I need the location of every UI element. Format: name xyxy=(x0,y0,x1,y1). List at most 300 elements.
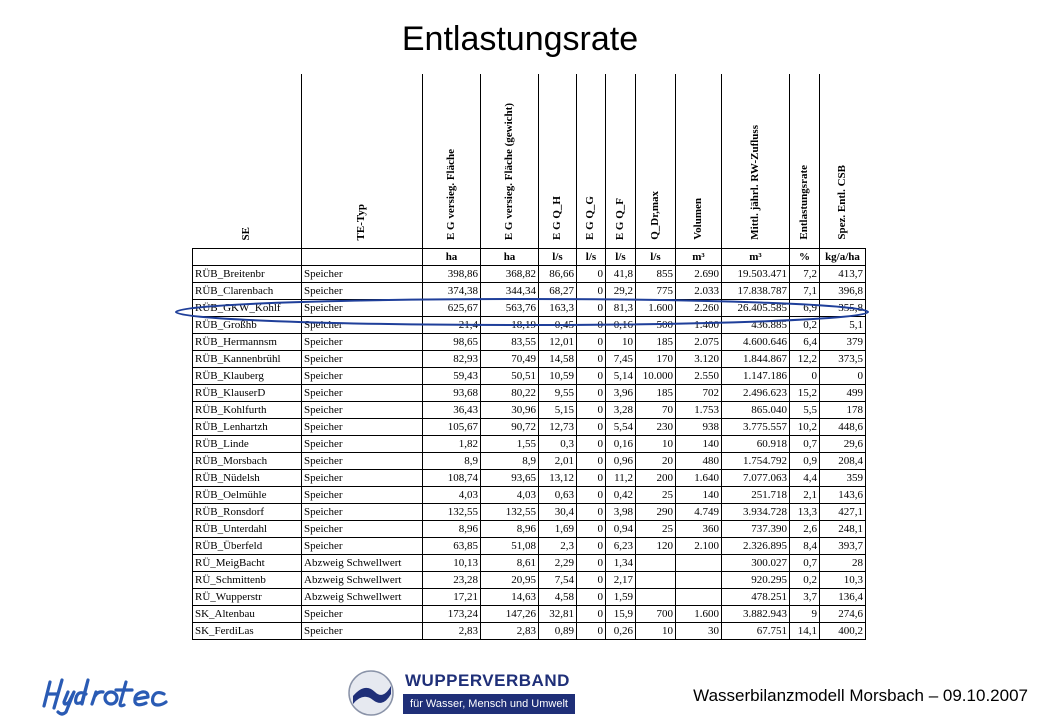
te-typ-cell: Speicher xyxy=(302,300,423,317)
value-cell: 0 xyxy=(577,623,606,640)
value-cell: 499 xyxy=(820,385,866,402)
te-typ-cell: Abzweig Schwellwert xyxy=(302,555,423,572)
te-typ-cell: Speicher xyxy=(302,487,423,504)
value-cell: 0 xyxy=(577,521,606,538)
footer-text: Wasserbilanzmodell Morsbach – 09.10.2007 xyxy=(693,686,1028,705)
table-row xyxy=(193,402,866,419)
column-header xyxy=(636,74,676,249)
table-body xyxy=(193,266,866,640)
value-cell: 132,55 xyxy=(423,504,481,521)
value-cell: 136,4 xyxy=(820,589,866,606)
value-cell: 625,67 xyxy=(423,300,481,317)
value-cell: 248,1 xyxy=(820,521,866,538)
value-cell: 28 xyxy=(820,555,866,572)
table-row xyxy=(193,623,866,640)
table-row xyxy=(193,555,866,572)
value-cell: 0 xyxy=(577,436,606,453)
se-cell: RÜB_Clarenbach xyxy=(193,283,302,300)
value-cell: 0,9 xyxy=(790,453,820,470)
te-typ-cell: Speicher xyxy=(302,402,423,419)
value-cell: 51,08 xyxy=(481,538,539,555)
value-cell: 480 xyxy=(676,453,722,470)
value-cell: 0,26 xyxy=(606,623,636,640)
value-cell: 7,1 xyxy=(790,283,820,300)
column-header-label: Entlastungsrate xyxy=(797,165,810,240)
te-typ-cell: Speicher xyxy=(302,606,423,623)
value-cell: 3,7 xyxy=(790,589,820,606)
entlastungsrate-table xyxy=(192,74,866,640)
value-cell: 0 xyxy=(577,589,606,606)
value-cell: 147,26 xyxy=(481,606,539,623)
value-cell: 4,03 xyxy=(481,487,539,504)
value-cell: 10.000 xyxy=(636,368,676,385)
value-cell: 15,9 xyxy=(606,606,636,623)
se-cell: RÜB_Unterdahl xyxy=(193,521,302,538)
table-row xyxy=(193,589,866,606)
table-row xyxy=(193,300,866,317)
value-cell: 2,6 xyxy=(790,521,820,538)
value-cell: 23,28 xyxy=(423,572,481,589)
unit-cell: m³ xyxy=(676,249,722,266)
value-cell: 143,6 xyxy=(820,487,866,504)
value-cell: 29,6 xyxy=(820,436,866,453)
value-cell: 10 xyxy=(636,436,676,453)
se-cell: RÜB_Kannenbrühl xyxy=(193,351,302,368)
value-cell: 26.405.585 xyxy=(722,300,790,317)
value-cell: 20,95 xyxy=(481,572,539,589)
se-cell: RÜB_Morsbach xyxy=(193,453,302,470)
unit-cell: l/s xyxy=(636,249,676,266)
value-cell: 1.400 xyxy=(676,317,722,334)
value-cell xyxy=(676,589,722,606)
se-cell: RÜ_MeigBacht xyxy=(193,555,302,572)
value-cell: 12,73 xyxy=(539,419,577,436)
unit-cell: l/s xyxy=(577,249,606,266)
value-cell: 17.838.787 xyxy=(722,283,790,300)
table-row xyxy=(193,436,866,453)
table-row xyxy=(193,504,866,521)
column-header-label: E G Q_H xyxy=(550,195,563,240)
te-typ-cell: Speicher xyxy=(302,623,423,640)
value-cell: 379 xyxy=(820,334,866,351)
value-cell: 251.718 xyxy=(722,487,790,504)
te-typ-cell: Abzweig Schwellwert xyxy=(302,589,423,606)
value-cell: 400,2 xyxy=(820,623,866,640)
value-cell: 1,34 xyxy=(606,555,636,572)
te-typ-cell: Speicher xyxy=(302,419,423,436)
value-cell: 32,81 xyxy=(539,606,577,623)
value-cell: 0,45 xyxy=(539,317,577,334)
value-cell: 4.749 xyxy=(676,504,722,521)
value-cell: 920.295 xyxy=(722,572,790,589)
wupperverband-emblem-icon xyxy=(345,668,397,718)
column-header-label: E G Q_F xyxy=(613,197,626,240)
value-cell: 5,54 xyxy=(606,419,636,436)
value-cell: 14,63 xyxy=(481,589,539,606)
value-cell: 19.503.471 xyxy=(722,266,790,283)
value-cell: 0 xyxy=(820,368,866,385)
value-cell: 93,65 xyxy=(481,470,539,487)
value-cell: 2,29 xyxy=(539,555,577,572)
hydrotec-logo-graphic xyxy=(40,672,180,716)
value-cell: 355,8 xyxy=(820,300,866,317)
table-row xyxy=(193,283,866,300)
value-cell: 1.640 xyxy=(676,470,722,487)
value-cell: 163,3 xyxy=(539,300,577,317)
table-row xyxy=(193,606,866,623)
se-cell: RÜB_Lenhartzh xyxy=(193,419,302,436)
value-cell: 0,7 xyxy=(790,555,820,572)
value-cell: 374,38 xyxy=(423,283,481,300)
value-cell: 1.147.186 xyxy=(722,368,790,385)
value-cell: 50,51 xyxy=(481,368,539,385)
value-cell: 3,96 xyxy=(606,385,636,402)
te-typ-cell: Speicher xyxy=(302,436,423,453)
value-cell: 0 xyxy=(577,385,606,402)
te-typ-cell: Abzweig Schwellwert xyxy=(302,572,423,589)
value-cell: 344,34 xyxy=(481,283,539,300)
value-cell: 5,15 xyxy=(539,402,577,419)
column-header xyxy=(423,74,481,249)
value-cell: 9 xyxy=(790,606,820,623)
value-cell xyxy=(676,572,722,589)
value-cell: 8,61 xyxy=(481,555,539,572)
value-cell: 30 xyxy=(676,623,722,640)
value-cell: 21,4 xyxy=(423,317,481,334)
value-cell: 9,55 xyxy=(539,385,577,402)
value-cell: 5,14 xyxy=(606,368,636,385)
value-cell: 0 xyxy=(577,572,606,589)
value-cell: 29,2 xyxy=(606,283,636,300)
value-cell: 81,3 xyxy=(606,300,636,317)
value-cell xyxy=(636,555,676,572)
value-cell: 10,2 xyxy=(790,419,820,436)
table-row xyxy=(193,470,866,487)
column-header-label: Mittl. jährl. RW-Zufluss xyxy=(748,125,761,240)
se-cell: RÜB_Überfeld xyxy=(193,538,302,555)
value-cell: 18,19 xyxy=(481,317,539,334)
value-cell: 60.918 xyxy=(722,436,790,453)
value-cell: 17,21 xyxy=(423,589,481,606)
value-cell: 10 xyxy=(606,334,636,351)
value-cell: 14,58 xyxy=(539,351,577,368)
column-header-label: SE xyxy=(239,226,252,240)
value-cell: 132,55 xyxy=(481,504,539,521)
value-cell: 80,22 xyxy=(481,385,539,402)
value-cell: 3.120 xyxy=(676,351,722,368)
te-typ-cell: Speicher xyxy=(302,368,423,385)
value-cell: 938 xyxy=(676,419,722,436)
slide-title: Entlastungsrate xyxy=(401,20,639,58)
column-header xyxy=(722,74,790,249)
unit-row xyxy=(193,249,866,266)
value-cell: 2.033 xyxy=(676,283,722,300)
te-typ-cell: Speicher xyxy=(302,266,423,283)
value-cell: 3.775.557 xyxy=(722,419,790,436)
column-header-label: Spez. Entl. CSB xyxy=(835,165,848,240)
unit-cell: ha xyxy=(423,249,481,266)
table-row xyxy=(193,538,866,555)
se-cell: RÜB_Linde xyxy=(193,436,302,453)
value-cell: 737.390 xyxy=(722,521,790,538)
unit-cell: l/s xyxy=(539,249,577,266)
se-cell: RÜB_Klauberg xyxy=(193,368,302,385)
value-cell: 0 xyxy=(577,351,606,368)
value-cell: 865.040 xyxy=(722,402,790,419)
column-header-row xyxy=(193,74,866,249)
te-typ-cell: Speicher xyxy=(302,453,423,470)
value-cell: 36,43 xyxy=(423,402,481,419)
value-cell: 413,7 xyxy=(820,266,866,283)
value-cell xyxy=(636,572,676,589)
column-header-label: TE-Typ xyxy=(355,203,367,240)
unit-cell xyxy=(302,249,423,266)
value-cell: 2.326.895 xyxy=(722,538,790,555)
table-row xyxy=(193,317,866,334)
value-cell: 373,5 xyxy=(820,351,866,368)
value-cell: 8,96 xyxy=(481,521,539,538)
value-cell: 10 xyxy=(636,623,676,640)
table-row xyxy=(193,334,866,351)
column-header-label: E G versieg. Fläche xyxy=(444,148,457,240)
table-row xyxy=(193,572,866,589)
te-typ-cell: Speicher xyxy=(302,538,423,555)
value-cell: 2,83 xyxy=(481,623,539,640)
column-header xyxy=(539,74,577,249)
value-cell: 12,01 xyxy=(539,334,577,351)
value-cell: 0,63 xyxy=(539,487,577,504)
value-cell: 0,2 xyxy=(790,572,820,589)
value-cell: 30,96 xyxy=(481,402,539,419)
value-cell: 855 xyxy=(636,266,676,283)
value-cell: 4,03 xyxy=(423,487,481,504)
value-cell: 108,74 xyxy=(423,470,481,487)
value-cell: 83,55 xyxy=(481,334,539,351)
value-cell: 185 xyxy=(636,385,676,402)
value-cell: 436.885 xyxy=(722,317,790,334)
column-header xyxy=(820,74,866,249)
se-cell: RÜB_Breitenbr xyxy=(193,266,302,283)
value-cell: 563,76 xyxy=(481,300,539,317)
value-cell: 86,66 xyxy=(539,266,577,283)
value-cell: 2.550 xyxy=(676,368,722,385)
unit-cell: kg/a/ha xyxy=(820,249,866,266)
se-cell: RÜ_Wupperstr xyxy=(193,589,302,606)
wupperverband-logo xyxy=(345,668,575,718)
value-cell: 0,96 xyxy=(606,453,636,470)
value-cell: 775 xyxy=(636,283,676,300)
value-cell: 300.027 xyxy=(722,555,790,572)
column-header xyxy=(676,74,722,249)
value-cell: 7,54 xyxy=(539,572,577,589)
value-cell: 25 xyxy=(636,521,676,538)
value-cell: 0,89 xyxy=(539,623,577,640)
value-cell: 396,8 xyxy=(820,283,866,300)
unit-cell: l/s xyxy=(606,249,636,266)
value-cell: 10,13 xyxy=(423,555,481,572)
column-header-label: E G versieg. Fläche (gewicht) xyxy=(502,102,515,240)
unit-cell: m³ xyxy=(722,249,790,266)
value-cell: 7,2 xyxy=(790,266,820,283)
value-cell: 59,43 xyxy=(423,368,481,385)
value-cell: 290 xyxy=(636,504,676,521)
value-cell xyxy=(676,555,722,572)
value-cell: 2,17 xyxy=(606,572,636,589)
value-cell: 12,2 xyxy=(790,351,820,368)
value-cell: 427,1 xyxy=(820,504,866,521)
value-cell: 10,3 xyxy=(820,572,866,589)
value-cell: 0,94 xyxy=(606,521,636,538)
te-typ-cell: Speicher xyxy=(302,283,423,300)
value-cell: 2.100 xyxy=(676,538,722,555)
value-cell: 3,98 xyxy=(606,504,636,521)
value-cell: 63,85 xyxy=(423,538,481,555)
value-cell: 0 xyxy=(577,538,606,555)
value-cell: 178 xyxy=(820,402,866,419)
value-cell: 2,01 xyxy=(539,453,577,470)
value-cell: 14,1 xyxy=(790,623,820,640)
unit-cell: ha xyxy=(481,249,539,266)
entlastungsrate-table-container xyxy=(192,74,866,640)
wupperverband-name: WUPPERVERBAND xyxy=(405,671,570,690)
value-cell: 68,27 xyxy=(539,283,577,300)
value-cell: 393,7 xyxy=(820,538,866,555)
value-cell xyxy=(636,589,676,606)
value-cell: 500 xyxy=(636,317,676,334)
table-row xyxy=(193,266,866,283)
table-row xyxy=(193,368,866,385)
value-cell: 185 xyxy=(636,334,676,351)
se-cell: RÜB_Hermannsm xyxy=(193,334,302,351)
value-cell: 0 xyxy=(577,368,606,385)
se-cell: RÜ_Schmittenb xyxy=(193,572,302,589)
column-header xyxy=(302,74,423,249)
hydrotec-logo xyxy=(40,672,180,716)
value-cell: 0,2 xyxy=(790,317,820,334)
value-cell: 82,93 xyxy=(423,351,481,368)
se-cell: RÜB_Nüdelsh xyxy=(193,470,302,487)
value-cell: 7.077.063 xyxy=(722,470,790,487)
value-cell: 0 xyxy=(577,419,606,436)
value-cell: 15,2 xyxy=(790,385,820,402)
value-cell: 6,9 xyxy=(790,300,820,317)
table-row xyxy=(193,385,866,402)
te-typ-cell: Speicher xyxy=(302,334,423,351)
value-cell: 120 xyxy=(636,538,676,555)
value-cell: 140 xyxy=(676,436,722,453)
value-cell: 700 xyxy=(636,606,676,623)
value-cell: 200 xyxy=(636,470,676,487)
value-cell: 0 xyxy=(577,504,606,521)
value-cell: 448,6 xyxy=(820,419,866,436)
value-cell: 1.844.867 xyxy=(722,351,790,368)
value-cell: 0 xyxy=(577,334,606,351)
table-row xyxy=(193,487,866,504)
value-cell: 2.496.623 xyxy=(722,385,790,402)
value-cell: 70,49 xyxy=(481,351,539,368)
value-cell: 0 xyxy=(577,453,606,470)
value-cell: 11,2 xyxy=(606,470,636,487)
unit-cell xyxy=(193,249,302,266)
column-header-label: Q_Dr,max xyxy=(648,191,661,240)
se-cell: RÜB_Großhb xyxy=(193,317,302,334)
value-cell: 4,58 xyxy=(539,589,577,606)
se-cell: SK_FerdiLas xyxy=(193,623,302,640)
value-cell: 8,9 xyxy=(481,453,539,470)
value-cell: 13,12 xyxy=(539,470,577,487)
value-cell: 0 xyxy=(577,487,606,504)
value-cell: 1.753 xyxy=(676,402,722,419)
value-cell: 1,69 xyxy=(539,521,577,538)
column-header xyxy=(577,74,606,249)
value-cell: 4,4 xyxy=(790,470,820,487)
value-cell: 2.690 xyxy=(676,266,722,283)
value-cell: 0 xyxy=(577,283,606,300)
value-cell: 2.075 xyxy=(676,334,722,351)
column-header-label: E G Q_G xyxy=(584,195,596,240)
column-header xyxy=(193,74,302,249)
value-cell: 1.754.792 xyxy=(722,453,790,470)
table-row xyxy=(193,351,866,368)
column-header xyxy=(790,74,820,249)
value-cell: 1,59 xyxy=(606,589,636,606)
value-cell: 0,16 xyxy=(606,436,636,453)
table-row xyxy=(193,521,866,538)
value-cell: 93,68 xyxy=(423,385,481,402)
value-cell: 702 xyxy=(676,385,722,402)
value-cell: 478.251 xyxy=(722,589,790,606)
column-header-label: Volumen xyxy=(691,198,704,240)
value-cell: 41,8 xyxy=(606,266,636,283)
value-cell: 6,23 xyxy=(606,538,636,555)
value-cell: 0 xyxy=(577,317,606,334)
value-cell: 3.934.728 xyxy=(722,504,790,521)
te-typ-cell: Speicher xyxy=(302,504,423,521)
value-cell: 25 xyxy=(636,487,676,504)
value-cell: 3,28 xyxy=(606,402,636,419)
value-cell: 67.751 xyxy=(722,623,790,640)
value-cell: 30,4 xyxy=(539,504,577,521)
value-cell: 1.600 xyxy=(636,300,676,317)
value-cell: 173,24 xyxy=(423,606,481,623)
value-cell: 0,3 xyxy=(539,436,577,453)
value-cell: 3.882.943 xyxy=(722,606,790,623)
value-cell: 7,45 xyxy=(606,351,636,368)
value-cell: 5,1 xyxy=(820,317,866,334)
se-cell: RÜB_Oelmühle xyxy=(193,487,302,504)
value-cell: 0,16 xyxy=(606,317,636,334)
value-cell: 398,86 xyxy=(423,266,481,283)
value-cell: 0 xyxy=(577,402,606,419)
value-cell: 5,5 xyxy=(790,402,820,419)
value-cell: 10,59 xyxy=(539,368,577,385)
value-cell: 208,4 xyxy=(820,453,866,470)
te-typ-cell: Speicher xyxy=(302,317,423,334)
value-cell: 0 xyxy=(577,300,606,317)
value-cell: 13,3 xyxy=(790,504,820,521)
se-cell: RÜB_Ronsdorf xyxy=(193,504,302,521)
value-cell: 4.600.646 xyxy=(722,334,790,351)
value-cell: 20 xyxy=(636,453,676,470)
se-cell: RÜB_Kohlfurth xyxy=(193,402,302,419)
se-cell: SK_Altenbau xyxy=(193,606,302,623)
value-cell: 70 xyxy=(636,402,676,419)
value-cell: 360 xyxy=(676,521,722,538)
te-typ-cell: Speicher xyxy=(302,521,423,538)
value-cell: 0 xyxy=(577,555,606,572)
value-cell: 105,67 xyxy=(423,419,481,436)
value-cell: 6,4 xyxy=(790,334,820,351)
